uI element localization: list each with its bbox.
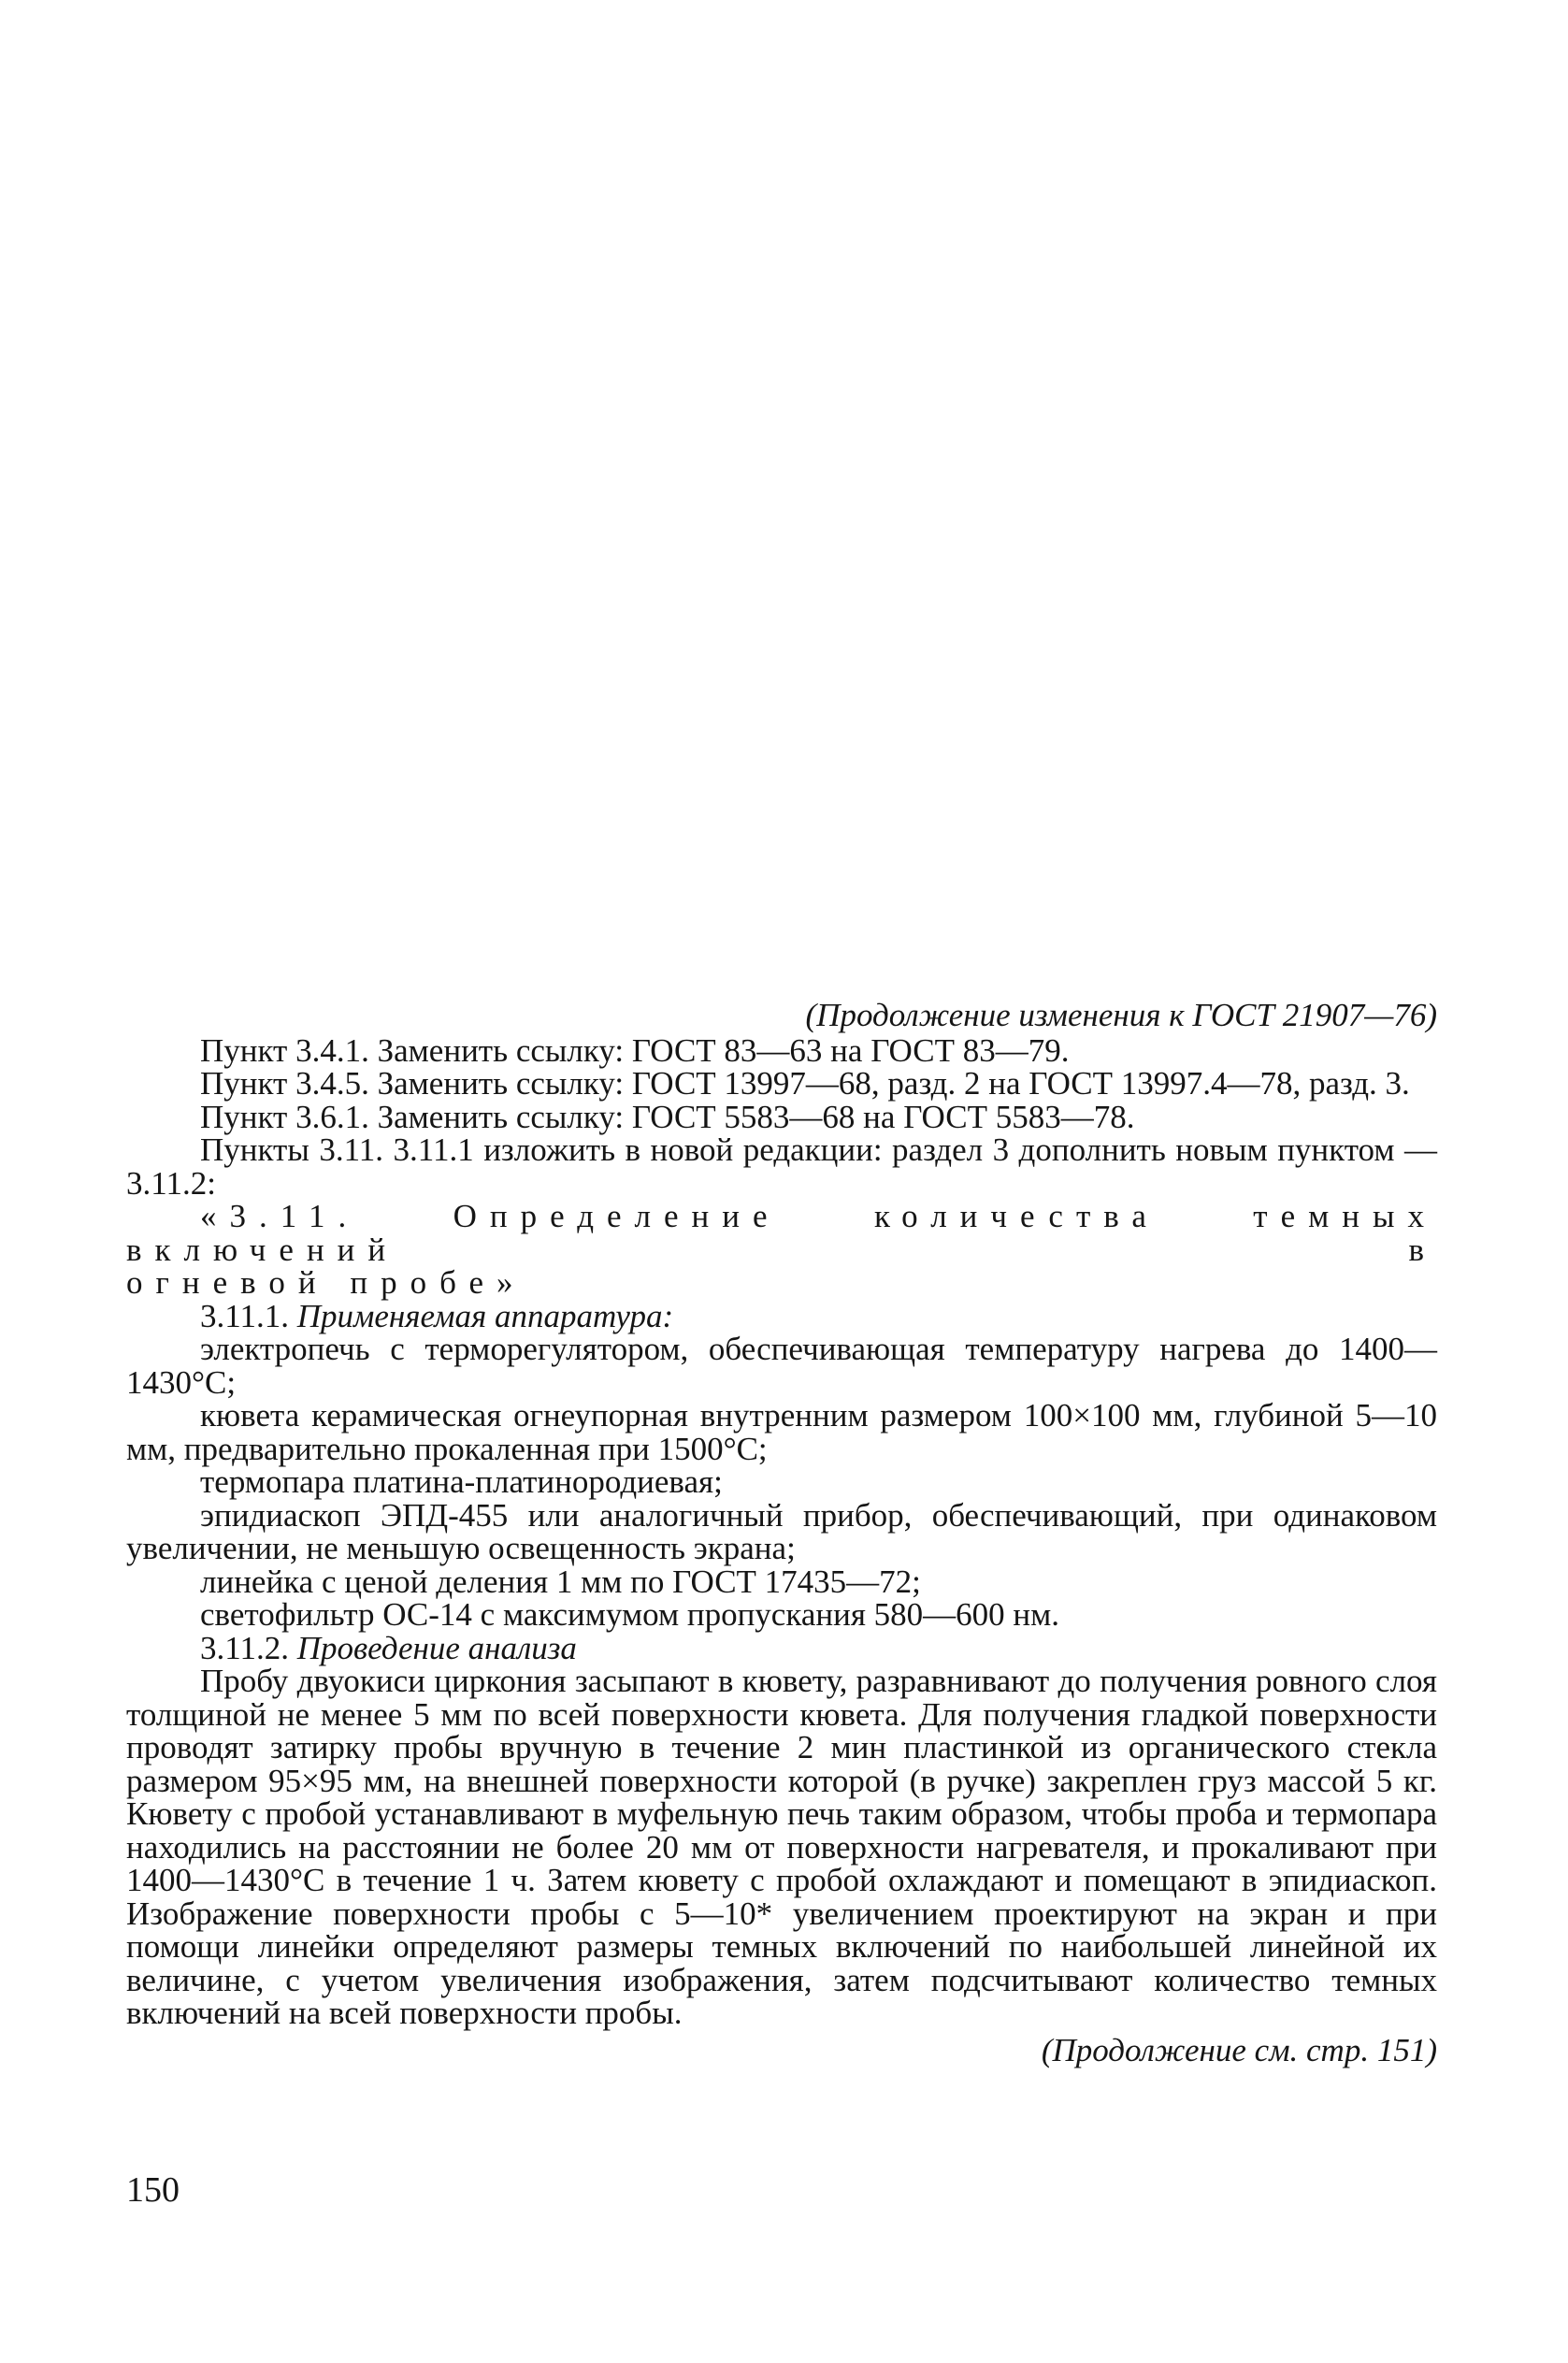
continuation-header: (Продолжение изменения к ГОСТ 21907—76) bbox=[805, 997, 1437, 1033]
subsection-3-11-1-number: 3.11.1. bbox=[200, 1297, 289, 1334]
subsection-3-11-1-title: Применяемая аппаратура: bbox=[296, 1297, 674, 1334]
equipment-item-cuvette: кювета керамическая огнеупорная внутренним размером 100×100 мм, глубиной 5—10 мм, предварительно прокаленная при 1500°С; bbox=[126, 1397, 1437, 1467]
equipment-item-episcope: эпидиаскоп ЭПД-455 или аналогичный прибор, обеспечивающий, при одинаковом увеличении, не меньшую освещенность экрана; bbox=[126, 1496, 1437, 1566]
page-number: 150 bbox=[126, 2170, 180, 2210]
document-body bbox=[126, 999, 1437, 2067]
subsection-3-11-2-title: Проведение анализа bbox=[296, 1629, 577, 1666]
equipment-item-thermocouple: термопара платина-платинородиевая; bbox=[200, 1463, 723, 1500]
section-title-line-2: огневой пробе» bbox=[126, 1264, 526, 1301]
subsection-3-11-2-heading bbox=[126, 1629, 1437, 1666]
equipment-item-filter: светофильтр ОС-14 с максимумом пропускания 580—600 нм. bbox=[200, 1596, 1060, 1633]
paragraph-3-4-5: Пункт 3.4.5. Заменить ссылку: ГОСТ 13997—68, разд. 2 на ГОСТ 13997.4—78, разд. 3. bbox=[200, 1065, 1410, 1102]
paragraph-3-11: Пункты 3.11. 3.11.1 изложить в новой редакции: раздел 3 дополнить новым пунктом — 3.11.2: bbox=[126, 1131, 1437, 1202]
paragraph-3-4-1: Пункт 3.4.1. Заменить ссылку: ГОСТ 83—63 на ГОСТ 83—79. bbox=[200, 1031, 1070, 1069]
subsection-3-11-2-number: 3.11.2. bbox=[200, 1629, 289, 1666]
subsection-3-11-1-heading bbox=[126, 1297, 1437, 1334]
equipment-item-ruler: линейка с ценой деления 1 мм по ГОСТ 17435—72; bbox=[200, 1563, 921, 1600]
equipment-item-furnace: электропечь с терморегулятором, обеспечивающая температуру нагрева до 1400—1430°С; bbox=[126, 1331, 1437, 1401]
section-title-line-1: «3.11. Определение количества темных включений в bbox=[126, 1198, 1437, 1268]
analysis-procedure: Пробу двуокиси циркония засыпают в кювету, разравнивают до получения ровного слоя толщиной не менее 5 мм по всей поверхности кювета. Для получения гладкой поверхности проводят затирку пробы вручную в течение 2 мин пластинкой из органического стекла размером 95×95 мм, на внешней поверхности которой (в ручке) закреплен груз массой 5 кг. Кювету с пробой устанавливают в муфельную печь таким образом, чтобы проба и термопара находились на расстоянии не более 20 мм от поверхности нагревателя, и прокаливают при 1400—1430°С в течение 1 ч. Затем кювету с пробой охлаждают и помещают в эпидиаскоп. Изображение поверхности пробы с 5—10* увеличением проектируют на экран и при помощи линейки определяют размеры темных включений по наибольшей линейной их величине, с учетом увеличения изображения, затем подсчитывают количество темных включений на всей поверхности пробы. bbox=[126, 1663, 1437, 2031]
paragraph-3-6-1: Пункт 3.6.1. Заменить ссылку: ГОСТ 5583—68 на ГОСТ 5583—78. bbox=[200, 1098, 1135, 1135]
continuation-footer: (Продолжение см. стр. 151) bbox=[1041, 2031, 1437, 2068]
